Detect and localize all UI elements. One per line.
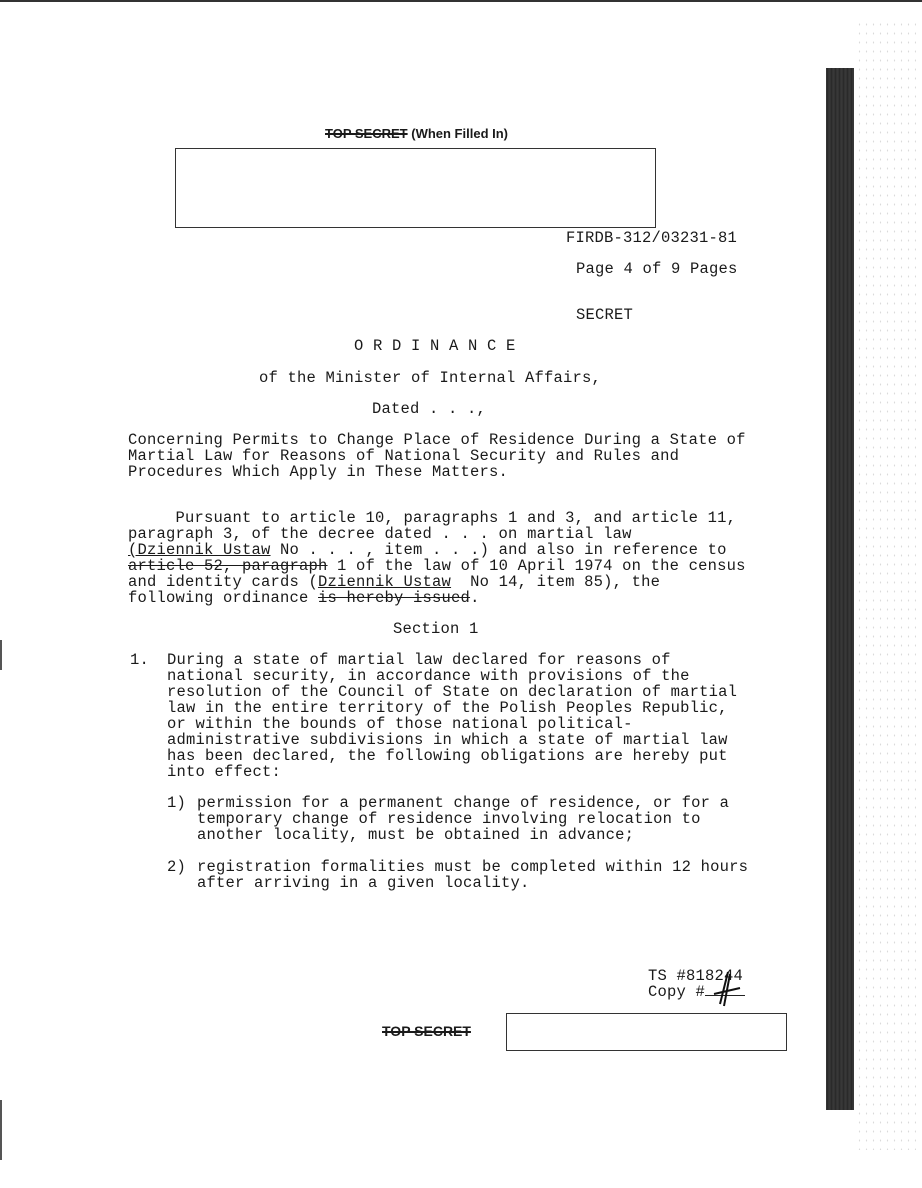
item-line: national security, in accordance with provisions of the — [167, 667, 690, 685]
subitem-number: 1) — [167, 794, 187, 812]
header-blank-box — [175, 148, 656, 228]
scan-edge-bar — [826, 68, 854, 1110]
preamble-line: Pursuant to article 10, paragraphs 1 and 3, and article 11, — [128, 509, 737, 527]
item-number: 1. — [130, 651, 150, 669]
doc-id: FIRDB-312/03231-81 — [566, 229, 738, 247]
issued-phrase: is hereby issued — [318, 589, 471, 607]
subitem-line: after arriving in a given locality. — [197, 874, 530, 892]
secret-marking: SECRET — [576, 306, 634, 324]
minister-line: of the Minister of Internal Affairs, — [259, 369, 602, 387]
item-line: or within the bounds of those national political- — [167, 715, 633, 733]
page-number: Page 4 of 9 Pages — [576, 260, 738, 278]
item-line: resolution of the Council of State on declaration of martial — [167, 683, 738, 701]
item-line: has been declared, the following obligations are hereby put — [167, 747, 728, 765]
header-classification — [325, 126, 508, 141]
scan-left-mark — [0, 640, 2, 670]
item-line: law in the entire territory of the Polish Peoples Republic, — [167, 699, 728, 717]
item-line: into effect: — [167, 763, 282, 781]
subitem-line: temporary change of residence involving relocation to — [197, 810, 701, 828]
preamble-line: (Dziennik Ustaw No . . . , item . . .) and also in reference to — [128, 541, 727, 559]
preamble-line: and identity cards (Dziennik Ustaw No 14, item 85), the — [128, 573, 661, 591]
footer-blank-box — [506, 1013, 787, 1051]
concerning-line: Concerning Permits to Change Place of Residence During a State of — [128, 431, 746, 449]
section-heading: Section 1 — [393, 620, 479, 638]
subitem-number: 2) — [167, 858, 187, 876]
handwritten-copy-mark — [700, 968, 746, 1008]
subitem-line: another locality, must be obtained in advance; — [197, 826, 635, 844]
ordinance-title: O R D I N A N C E — [354, 337, 516, 355]
ts-number: TS #818244 — [648, 967, 744, 985]
scan-top-edge — [0, 0, 922, 2]
item-line: During a state of martial law declared for reasons of — [167, 651, 671, 669]
subitem-line: registration formalities must be completed within 12 hours — [197, 858, 749, 876]
preamble-line: paragraph 3, of the decree dated . . . on martial law — [128, 525, 632, 543]
dated-line: Dated . . ., — [372, 400, 487, 418]
concerning-line: Procedures Which Apply in These Matters. — [128, 463, 509, 481]
subitem-line: permission for a permanent change of residence, or for a — [197, 794, 730, 812]
footer-classification: TOP SECRET — [382, 1023, 471, 1039]
preamble-line: article 52, paragraph 1 of the law of 10 April 1974 on the census — [128, 557, 746, 575]
classification-note: (When Filled In) — [411, 126, 508, 141]
scan-left-mark — [0, 1100, 2, 1160]
classification-struck: TOP SECRET — [325, 126, 408, 141]
preamble-line: following ordinance is hereby issued. — [128, 589, 480, 607]
copy-number: Copy # — [648, 984, 745, 1000]
dziennik-ustaw-ref: Dziennik Ustaw — [318, 573, 452, 591]
article-ref: article 52, paragraph — [128, 557, 328, 575]
scan-noise — [856, 20, 916, 1150]
concerning-line: Martial Law for Reasons of National Security and Rules and — [128, 447, 680, 465]
item-line: administrative subdivisions in which a state of martial law — [167, 731, 728, 749]
dziennik-ustaw-ref: (Dziennik Ustaw — [128, 541, 271, 559]
